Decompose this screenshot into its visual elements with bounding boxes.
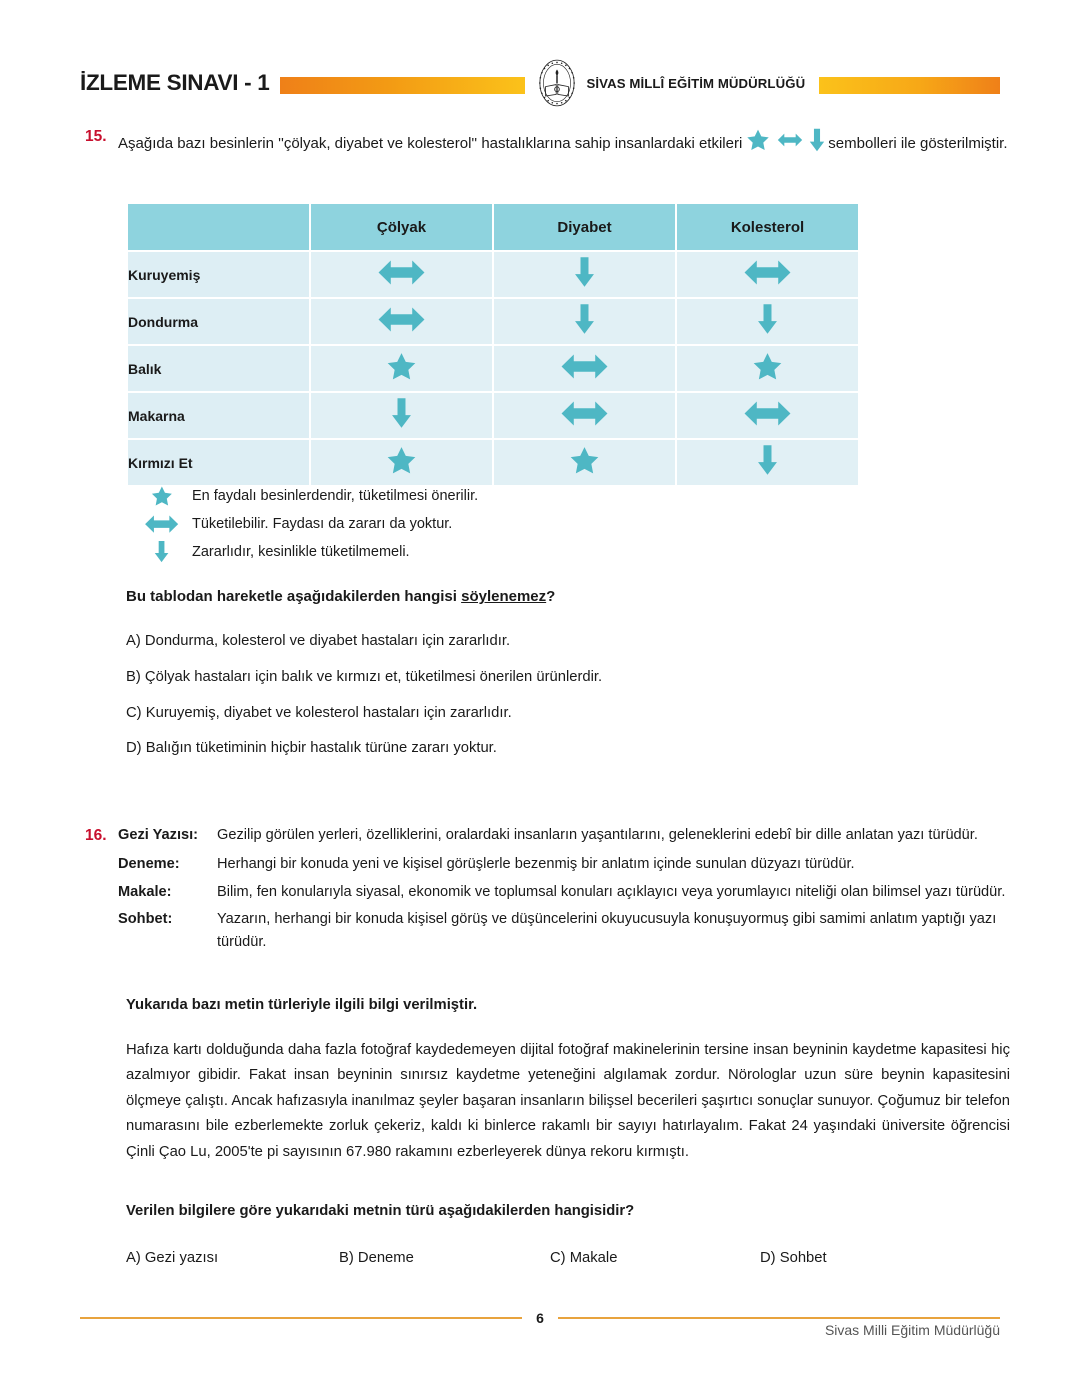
header-bar-left <box>280 77 525 94</box>
table-cell-arrow-down <box>494 252 675 297</box>
table-cell-arrow-lr <box>677 393 858 438</box>
definition-description: Herhangi bir konuda yeni ve kişisel görüşlerle bezenmiş bir anlatım içinde sunulan düzyazı türüdür. <box>217 856 855 873</box>
legend-item <box>140 510 840 538</box>
table-cell-arrow-lr <box>677 252 858 297</box>
table-col-header-1: Diyabet <box>494 204 675 250</box>
definition-table <box>85 824 1010 958</box>
question-16-option-d[interactable]: D) Sohbet <box>760 1250 827 1266</box>
ministry-seal-icon <box>531 57 583 109</box>
question-15-option-c[interactable]: C) Kuruyemiş, diyabet ve kolesterol hastaları için zararlıdır. <box>126 704 512 721</box>
star-icon <box>745 128 771 152</box>
question-16-prompt: Verilen bilgilere göre yukarıdaki metnin türü aşağıdakilerden hangisidir? <box>126 1203 635 1219</box>
arrow-down-icon <box>809 128 825 152</box>
definition-row <box>85 908 1010 958</box>
footer-rule-right <box>558 1317 1000 1319</box>
table-row <box>128 299 858 344</box>
star-icon <box>568 445 601 476</box>
question-16-options <box>126 1250 916 1266</box>
table-corner-cell <box>128 204 309 250</box>
exam-title: İZLEME SINAVI - 1 <box>80 70 270 95</box>
definition-term: Gezi Yazısı: <box>118 827 199 843</box>
table-row-label: Makarna <box>128 393 309 438</box>
arrow-down-icon <box>391 397 412 429</box>
arrow-left-right-icon <box>377 304 426 335</box>
definition-description: Yazarın, herhangi bir konuda kişisel görüş ve düşüncelerini okuyucusuyla konuşuyormuş gibi samimi anlatım yaptığı yazı türüdür. <box>217 911 997 950</box>
arrow-left-right-icon <box>777 128 803 152</box>
star-icon <box>751 351 784 382</box>
definition-spacer <box>85 881 118 909</box>
table-header-row <box>128 204 858 250</box>
legend-label: En faydalı besinlerdendir, tüketilmesi önerilir. <box>192 488 479 504</box>
question-15-intro-text <box>118 128 1008 156</box>
ministry-logo-group <box>525 57 812 109</box>
table-row-label: Dondurma <box>128 299 309 344</box>
question-16-option-b[interactable]: B) Deneme <box>339 1250 414 1266</box>
question-15-number: 15. <box>85 128 107 145</box>
definition-row <box>85 881 1010 909</box>
legend-icon-wrap <box>140 513 184 535</box>
table-cell-star <box>494 440 675 485</box>
definition-description: Bilim, fen konularıyla siyasal, ekonomik ve toplumsal konuları açıklayıcı veya yorumlayıcı niteliği olan bilimsel yazı türüdür. <box>217 883 1006 900</box>
footer-note: Sivas Milli Eğitim Müdürlüğü <box>824 1322 1000 1338</box>
star-icon <box>385 445 418 476</box>
definition-spacer <box>85 908 118 958</box>
definition-row <box>85 824 1010 853</box>
legend-item <box>140 482 840 510</box>
table-row-label: Kuruyemiş <box>128 252 309 297</box>
arrow-left-right-icon <box>560 398 609 429</box>
table-cell-arrow-down <box>494 299 675 344</box>
question-16-lead: Yukarıda bazı metin türleriyle ilgili bilgi verilmiştir. <box>126 997 478 1013</box>
arrow-down-icon <box>574 303 595 335</box>
legend-label: Tüketilebilir. Faydası da zararı da yoktur. <box>192 516 453 532</box>
page-header <box>80 58 1000 108</box>
definition-term: Sohbet: <box>118 911 173 928</box>
question-15-option-b[interactable]: B) Çölyak hastaları için balık ve kırmızı et, tüketilmesi önerilen ürünlerdir. <box>126 668 603 685</box>
question-15-option-d[interactable]: D) Balığın tüketiminin hiçbir hastalık türüne zararı yoktur. <box>126 740 497 757</box>
arrow-left-right-icon <box>743 398 792 429</box>
question-15-option-a[interactable]: A) Dondurma, kolesterol ve diyabet hastaları için zararlıdır. <box>126 633 511 649</box>
table-cell-arrow-lr <box>311 299 492 344</box>
star-icon <box>150 485 174 507</box>
arrow-left-right-icon <box>144 513 179 535</box>
legend-icon-wrap <box>140 485 184 507</box>
table-row <box>128 346 858 391</box>
question-15-prompt <box>126 588 555 605</box>
arrow-down-icon <box>154 540 169 563</box>
question-15-prompt-after: ? <box>546 588 556 605</box>
table-row <box>128 440 858 485</box>
arrow-left-right-icon <box>377 257 426 288</box>
definition-term: Deneme: <box>118 856 180 873</box>
footer-rule-left <box>80 1317 522 1319</box>
nutrient-effects-table-wrap <box>126 202 855 487</box>
legend-icon-wrap <box>140 540 184 563</box>
question-16-option-c[interactable]: C) Makale <box>550 1250 618 1266</box>
question-15-intro <box>85 128 1010 156</box>
definition-row <box>85 853 1010 881</box>
table-row-label: Kırmızı Et <box>128 440 309 485</box>
question-15-intro-part2: sembolleri ile gösterilmiştir. <box>828 135 1008 152</box>
institution-name: SİVAS MİLLÎ EĞİTİM MÜDÜRLÜĞÜ <box>586 75 806 91</box>
question-16-definitions <box>85 824 1010 958</box>
question-16-paragraph: Hafıza kartı dolduğunda daha fazla fotoğraf kaydedemeyen dijital fotoğraf makinelerinin tersine insan beyninin kaydetme kapasitesi hiç azalmıyor gibidir. Fakat insan beyninin sınırsız kaydetme yeteneğini algılamak zordur. Nörologlar uzun süre beynin kapasitesini ölçmeye çalıştı. Ancak hafızasıyla inanılmaz şeyler başaran insanların bilişsel becerileri şaşırtıcı sonuçlar sunuyor. Çoğumuz bir telefon numarasını bile ezberlemekte zorluk çekeriz, kaldı ki binlerce rakamlı bir sayıyı hatırlayalım. Fakat 24 yaşındaki üniversite öğrencisi Çinli Çao Lu, 2005'te pi sayısının 67.980 rakamını ezberleyerek dünya rekoru kırmıştı. <box>126 1042 1010 1160</box>
table-cell-arrow-lr <box>311 252 492 297</box>
arrow-down-icon <box>757 303 778 335</box>
page-number: 6 <box>536 1310 544 1326</box>
table-row-label: Balık <box>128 346 309 391</box>
arrow-down-icon <box>574 256 595 288</box>
table-cell-star <box>311 440 492 485</box>
arrow-left-right-icon <box>743 257 792 288</box>
table-row <box>128 252 858 297</box>
star-icon <box>385 351 418 382</box>
question-15-options <box>126 634 926 777</box>
table-cell-arrow-down <box>677 440 858 485</box>
arrow-left-right-icon <box>560 351 609 382</box>
table-cell-star <box>677 346 858 391</box>
definition-spacer <box>85 853 118 881</box>
question-16-number: 16. <box>85 827 107 844</box>
question-16-option-a[interactable]: A) Gezi yazısı <box>126 1250 219 1266</box>
definition-term: Makale: <box>118 883 172 900</box>
symbol-legend <box>140 482 840 566</box>
table-col-header-0: Çölyak <box>311 204 492 250</box>
table-cell-arrow-down <box>311 393 492 438</box>
nutrient-effects-table <box>126 202 860 487</box>
legend-label: Zararlıdır, kesinlikle tüketilmemeli. <box>192 544 410 560</box>
table-cell-star <box>311 346 492 391</box>
table-body <box>128 252 858 485</box>
table-cell-arrow-lr <box>494 346 675 391</box>
table-col-header-2: Kolesterol <box>677 204 858 250</box>
definition-description: Gezilip görülen yerleri, özelliklerini, oralardaki insanların yaşantılarını, geleneklerini edebî bir dille anlatan yazı türüdür. <box>217 827 978 843</box>
question-15-intro-part1: Aşağıda bazı besinlerin ''çölyak, diyabet ve kolesterol'' hastalıklarına sahip insanlardaki etkileri <box>118 135 743 152</box>
table-row <box>128 393 858 438</box>
header-bar-right <box>819 77 1000 94</box>
question-15-prompt-underlined: söylenemez <box>461 588 547 605</box>
table-cell-arrow-lr <box>494 393 675 438</box>
arrow-down-icon <box>757 444 778 476</box>
legend-item <box>140 538 840 566</box>
table-cell-arrow-down <box>677 299 858 344</box>
question-15-prompt-before: Bu tablodan hareketle aşağıdakilerden hangisi <box>126 588 462 605</box>
